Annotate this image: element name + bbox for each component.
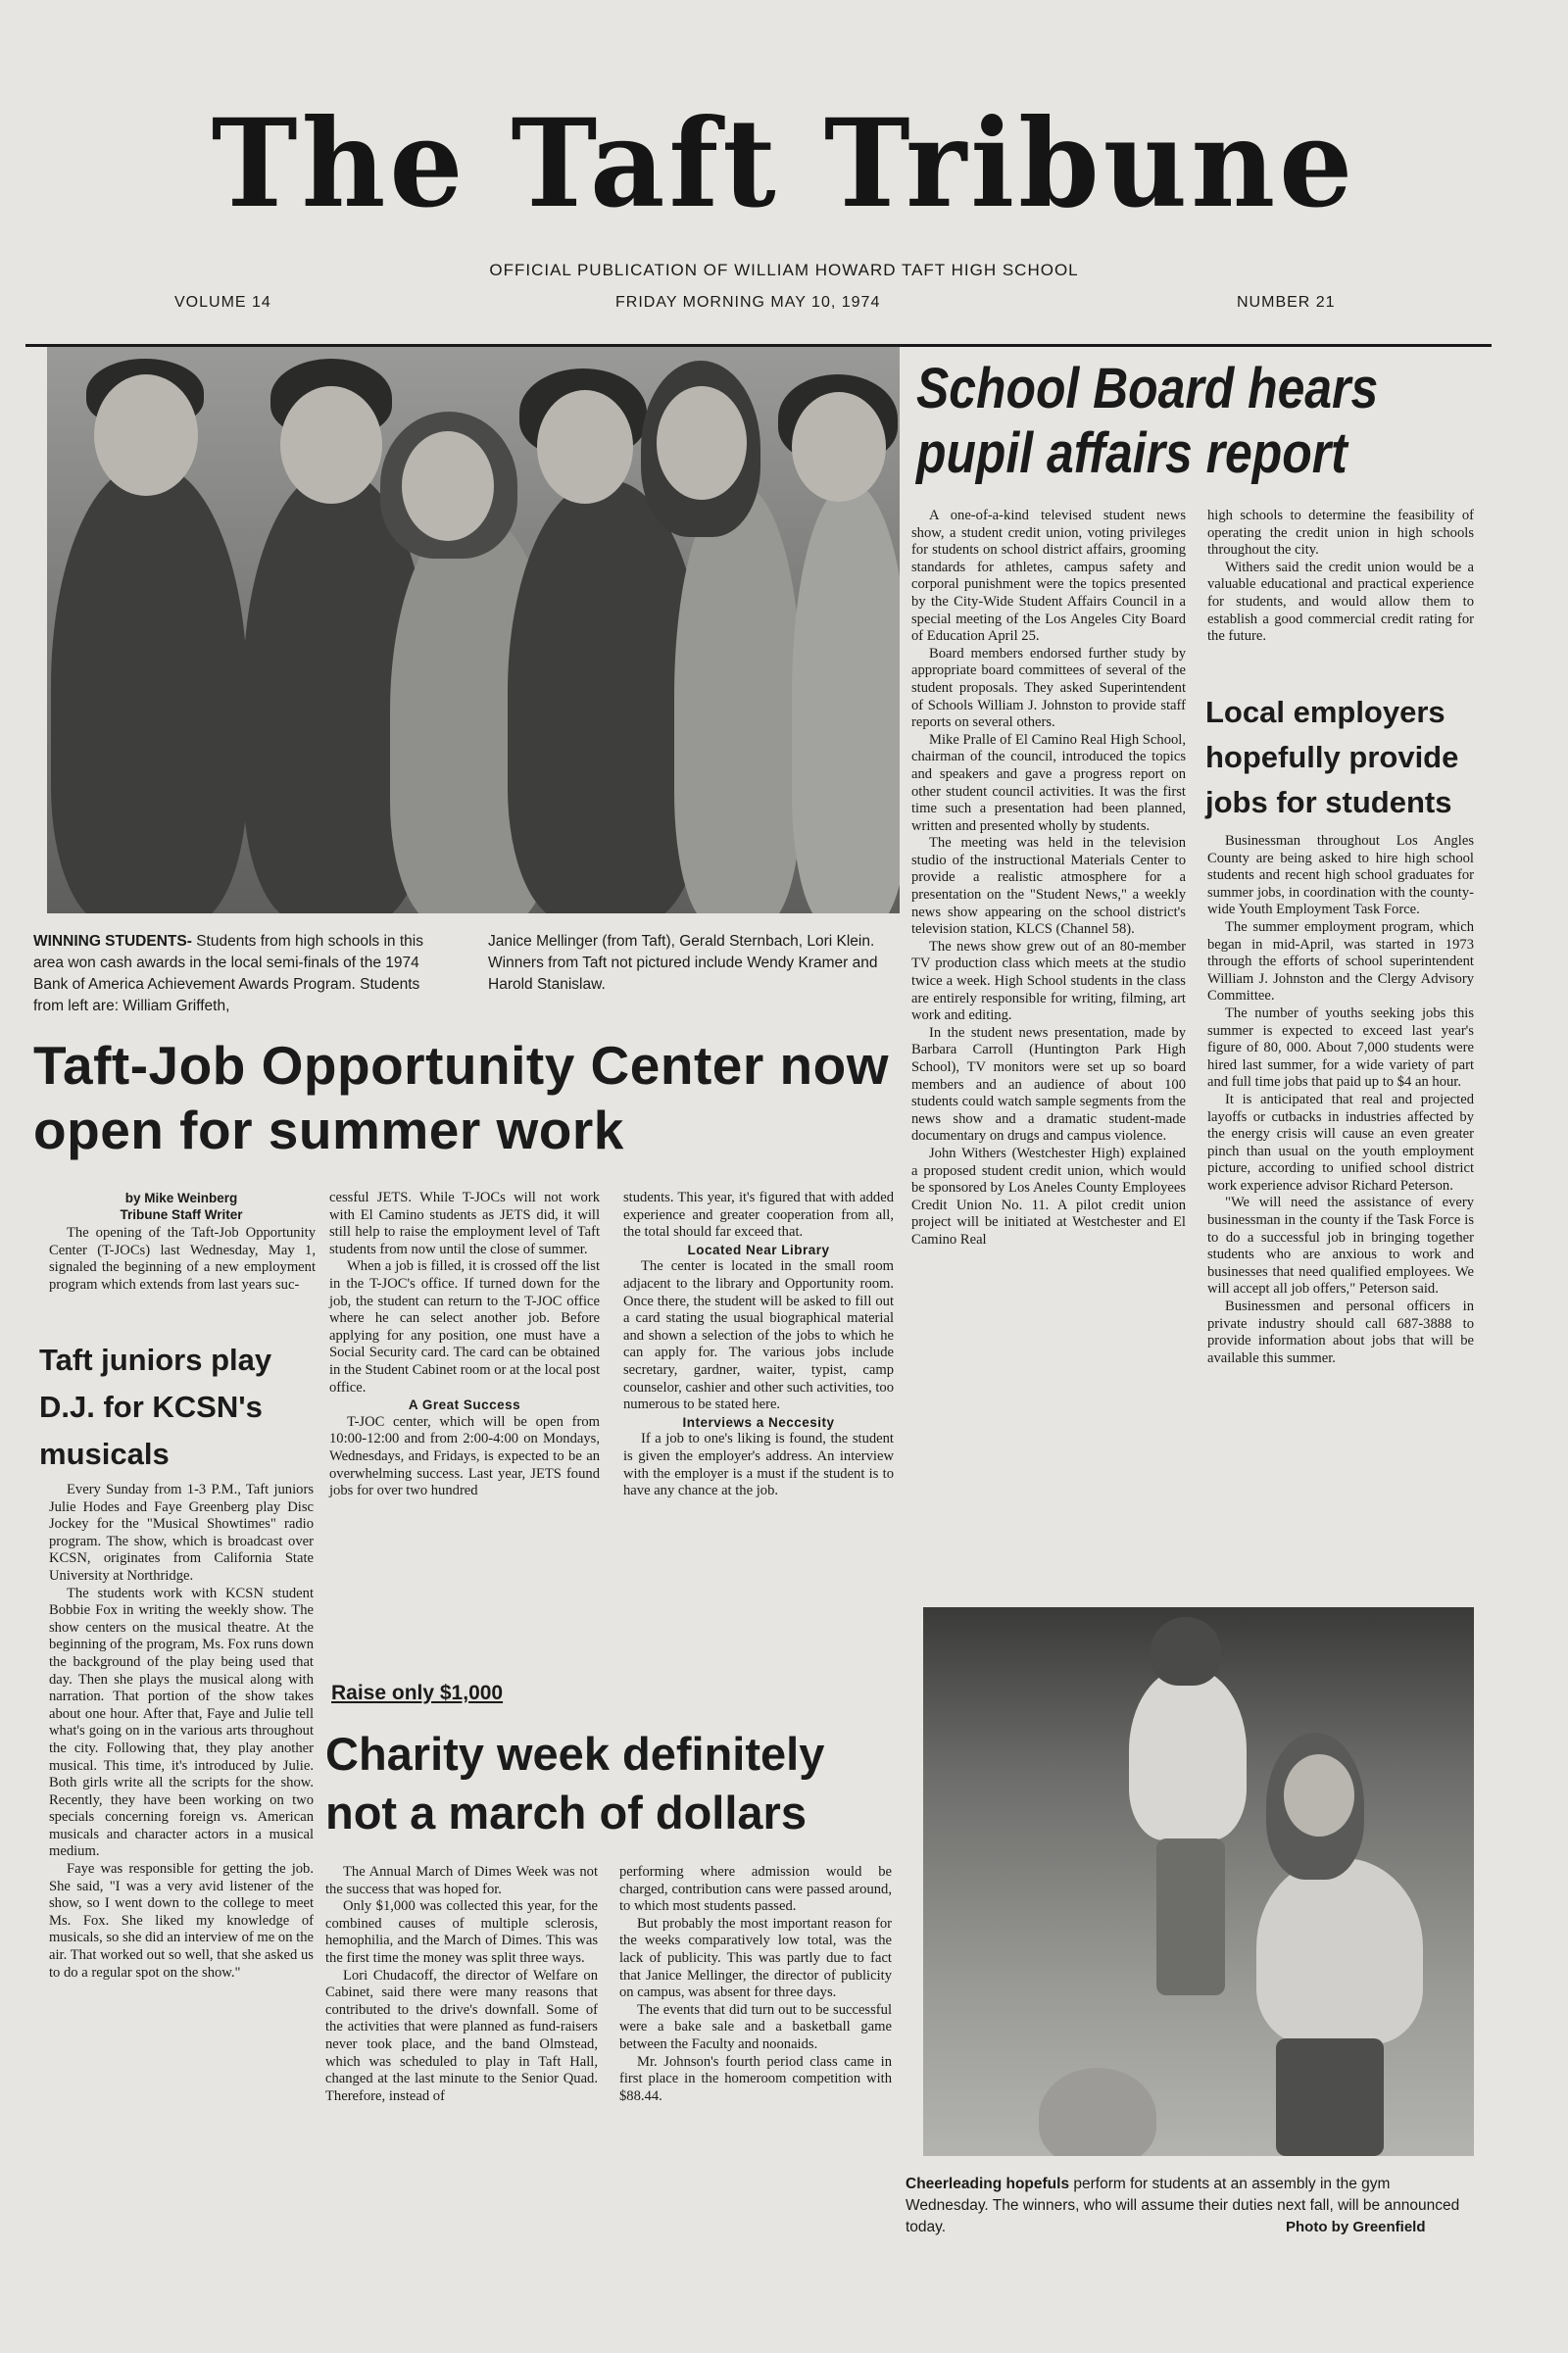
paragraph: The opening of the Taft-Job Opportunity Center (T-JOCs) last Wednesday, May 1, signaled the beginning of a new employment program which extends from last years suc-	[49, 1225, 316, 1293]
job-center-headline: Taft-Job Opportunity Center now open for summer work	[33, 1035, 890, 1160]
paragraph: The news show grew out of an 80-member TV production class which meets at the studio twice a week. High School students in the class are entirely responsible for writing, filming, art work and editing.	[911, 938, 1186, 1024]
school-board-col2	[1207, 508, 1474, 646]
juniors-body	[49, 1482, 314, 1982]
volume-label: VOLUME 14	[174, 294, 271, 311]
paragraph: "We will need the assistance of every businessman in the county if the Task Force is to do a successful job in bringing together students who are anxious to work and businesses that need qualified employees. We will accept all job offers," Peterson said.	[1207, 1195, 1474, 1298]
cheerleading-photo	[923, 1607, 1474, 2156]
paragraph: Businessmen and personal officers in private industry should call 687-3888 to provide information about jobs that will be available this summer.	[1207, 1299, 1474, 1366]
photo-credit: Photo by Greenfield	[1286, 2219, 1426, 2235]
job-center-col3	[623, 1190, 894, 1500]
paragraph: high schools to determine the feasibility of operating the credit union in high schools throughout the city.	[1207, 508, 1474, 559]
paragraph: Every Sunday from 1-3 P.M., Taft juniors Julie Hodes and Faye Greenberg play Disc Jockey for the "Musical Showtimes" radio program. The show, which is broadcast over KCSN, originates from California State University at Northridge.	[49, 1482, 314, 1584]
paragraph: The students work with KCSN student Bobbie Fox in writing the weekly show. The show centers on the musical theatre. At the beginning of the program, Ms. Fox runs down the background of the play being used that day. Then she plays the musical along with narration. That portion of the show takes about one hour. After that, Faye and Julie tell what's going on in the various arts throughout the city. Following that, they play another musical. This time, it's introduced by Julie. Both girls write all the scripts for the show. Recently, they have been working on two specials concerning foreign vs. American musicals and character actors in a musical medium.	[49, 1585, 314, 1860]
paragraph: cessful JETS. While T-JOCs will not work with El Camino students as JETS did, it will still help to raise the employment level of Taft students from now until the close of summer.	[329, 1190, 600, 1257]
paragraph: The events that did turn out to be successful were a bake sale and a basketball game between the Faculty and noonaids.	[619, 2001, 892, 2052]
official-line: OFFICIAL PUBLICATION OF WILLIAM HOWARD TAFT HIGH SCHOOL	[489, 261, 1079, 279]
paragraph: Mr. Johnson's fourth period class came in first place in the homeroom competition with $88.44.	[619, 2053, 892, 2104]
subhead-located-near-library: Located Near Library	[687, 1242, 830, 1257]
paragraph: It is anticipated that real and projected layoffs or cutbacks in industries affected by the energy crisis will cause an even greater pinch than usual on the youth employment picture, according to unified school district work experience advisor Richard Peterson.	[1207, 1091, 1474, 1194]
charity-kicker: Raise only $1,000	[331, 1682, 504, 1704]
paragraph: The summer employment program, which began in mid-April, was started in 1973 through the efforts of school superintendent William J. Johnston and the Clergy Advisory Committee.	[1207, 918, 1474, 1005]
charity-col2	[619, 1864, 892, 2105]
paragraph: performing where admission would be charged, contribution cans were passed around, to which most students passed.	[619, 1864, 892, 1915]
caption-lead: WINNING STUDENTS-	[33, 933, 192, 950]
issue-number: NUMBER 21	[1237, 294, 1336, 311]
byline-title: Tribune Staff Writer	[120, 1207, 243, 1222]
cheer-caption-lead: Cheerleading hopefuls	[906, 2176, 1070, 2192]
caption-text: Students from high schools in this area won cash awards in the local semi-finals of the 1974 Bank of America Achievement Awards Program. Students from left are: William Griffeth,	[33, 933, 423, 1014]
job-center-col1	[49, 1225, 316, 1294]
paragraph: The meeting was held in the television studio of the instructional Materials Center to provide a realistic atmosphere for a presentation on the "Student News," a weekly news show appearing on the school district's television station, KLCS (Channel 58).	[911, 835, 1186, 938]
winners-caption-right: Janice Mellinger (from Taft), Gerald Sternbach, Lori Klein. Winners from Taft not pictured include Wendy Kramer and Harold Stanislaw.	[488, 933, 878, 993]
paragraph: Mike Pralle of El Camino Real High School, chairman of the council, introduced the topics and speakers and gave a progress report on other student council activities. It was the first time such a presentation had been planned, written and presented wholly by students.	[911, 731, 1186, 834]
paragraph: Only $1,000 was collected this year, for the combined causes of multiple sclerosis, hemophilia, and the March of Dimes. This was the first time the money was split three ways.	[325, 1898, 598, 1966]
paragraph: Businessman throughout Los Angles County are being asked to hire high school students and recent high school graduates for summer jobs, in coordination with the county-wide Youth Employment Task Force.	[1207, 833, 1474, 918]
paragraph: T-JOC center, which will be open from 10:00-12:00 and from 2:00-4:00 on Mondays, Wednesdays, and Fridays, is expected to be an overwhelming success. Last year, JETS found jobs for over two hundred	[329, 1413, 600, 1499]
paragraph: But probably the most important reason for the weeks comparatively low total, was the lack of publicity. This was partly due to fact that Janice Mellinger, the director of publicity on campus, was absent for three days.	[619, 1915, 892, 2001]
winners-photo	[47, 347, 900, 913]
paragraph: Lori Chudacoff, the director of Welfare on Cabinet, said there were many reasons that contributed to the drive's downfall. Some of the activities that were planned as fund-raisers never took place, and the band Olmstead, which was scheduled to play in Taft Hall, changed at the last minute to the Senior Quad. Therefore, instead of	[325, 1967, 598, 2104]
byline	[49, 1190, 314, 1223]
local-employers-body	[1207, 833, 1474, 1367]
local-employers-headline: Local employers hopefully provide jobs for students	[1205, 695, 1459, 819]
charity-headline: Charity week definitely not a march of dollars	[325, 1728, 825, 1838]
masthead-title: The Taft Tribune	[211, 91, 1357, 235]
paragraph: The center is located in the small room adjacent to the library and Opportunity room. Once there, the student will be asked to fill out a card stating the usual biographical material and shown a selection of the jobs to which he can apply for. The various jobs include secretary, gardner, waiter, typist, camp counselor, cashier and other such activities, too numerous to be stated here.	[623, 1258, 894, 1413]
subhead-great-success: A Great Success	[408, 1397, 521, 1413]
paragraph: Board members endorsed further study by appropriate board committees of several of the student proposals. They asked Superintendent of Schools William J. Johnston to provide staff reports on several others.	[911, 645, 1186, 731]
subhead-interviews: Interviews a Neccesity	[682, 1414, 835, 1430]
paragraph: In the student news presentation, made by Barbara Carroll (Huntington Park High School), TV monitors were set up so board members and an audience of about 100 students could watch sample segments from the news show and a dramatic student-made documentary on drugs and campus violence.	[911, 1024, 1186, 1145]
school-board-headline: School Board hears pupil affairs report	[916, 357, 1379, 485]
winners-caption-left	[33, 931, 445, 1017]
issue-date: FRIDAY MORNING MAY 10, 1974	[615, 294, 881, 311]
paragraph: If a job to one's liking is found, the student is given the employer's address. An interview with the employer is a must if the student is to have any chance at the job.	[623, 1431, 894, 1499]
paragraph: John Withers (Westchester High) explained a proposed student credit union, which would be sponsored by Los Aneles County Employees Credit Union No. 11. A pilot credit union project will be initiated at Westchester and El Camino Real	[911, 1145, 1186, 1248]
paragraph: The Annual March of Dimes Week was not the success that was hoped for.	[325, 1864, 598, 1897]
paragraph: students. This year, it's figured that with added experience and greater cooperation from all, the total should far exceed that.	[623, 1190, 894, 1241]
cheer-caption-text: perform for students at an assembly in the gym Wednesday. The winners, who will assume their duties next fall, will be announced today.	[906, 2176, 1460, 2235]
paragraph: Faye was responsible for getting the job. She said, "I was a very avid listener of the show, so I went down to the college to meet Ms. Fox. She liked my knowledge of musicals, so she did an interview of me on the air. That worked out so well, that she asked us to do a regular spot on the show."	[49, 1861, 314, 1981]
charity-col1	[325, 1864, 598, 2105]
paragraph: When a job is filled, it is crossed off the list in the T-JOC's office. If turned down for the job, the student can return to the T-JOC office where he can select another job. Before applying for any position, one must have a Social Security card. The card can be obtained in the Student Cabinet room or at the local post office.	[329, 1258, 601, 1396]
juniors-headline: Taft juniors play D.J. for KCSN's musicals	[39, 1343, 272, 1471]
paragraph: Withers said the credit union would be a valuable educational and practical experience for students, and would allow them to establish a good commercial credit rating for the future.	[1207, 559, 1474, 645]
paragraph: The number of youths seeking jobs this summer is expected to exceed last year's figure of 80, 000. About 7,000 students were hired last summer, for a wide variety of part and full time jobs that paid up to $4 an hour.	[1207, 1005, 1474, 1091]
paragraph: A one-of-a-kind televised student news show, a student credit union, voting privileges for students on school district affairs, grooming standards for athletes, campus safety and corporal punishment were the topics presented by the City-Wide Student Affairs Council in a special meeting of the Los Angeles City Board of Education April 25.	[911, 508, 1186, 645]
job-center-col2	[329, 1190, 600, 1500]
school-board-col1	[911, 508, 1186, 1250]
byline-author: by Mike Weinberg	[124, 1191, 238, 1205]
